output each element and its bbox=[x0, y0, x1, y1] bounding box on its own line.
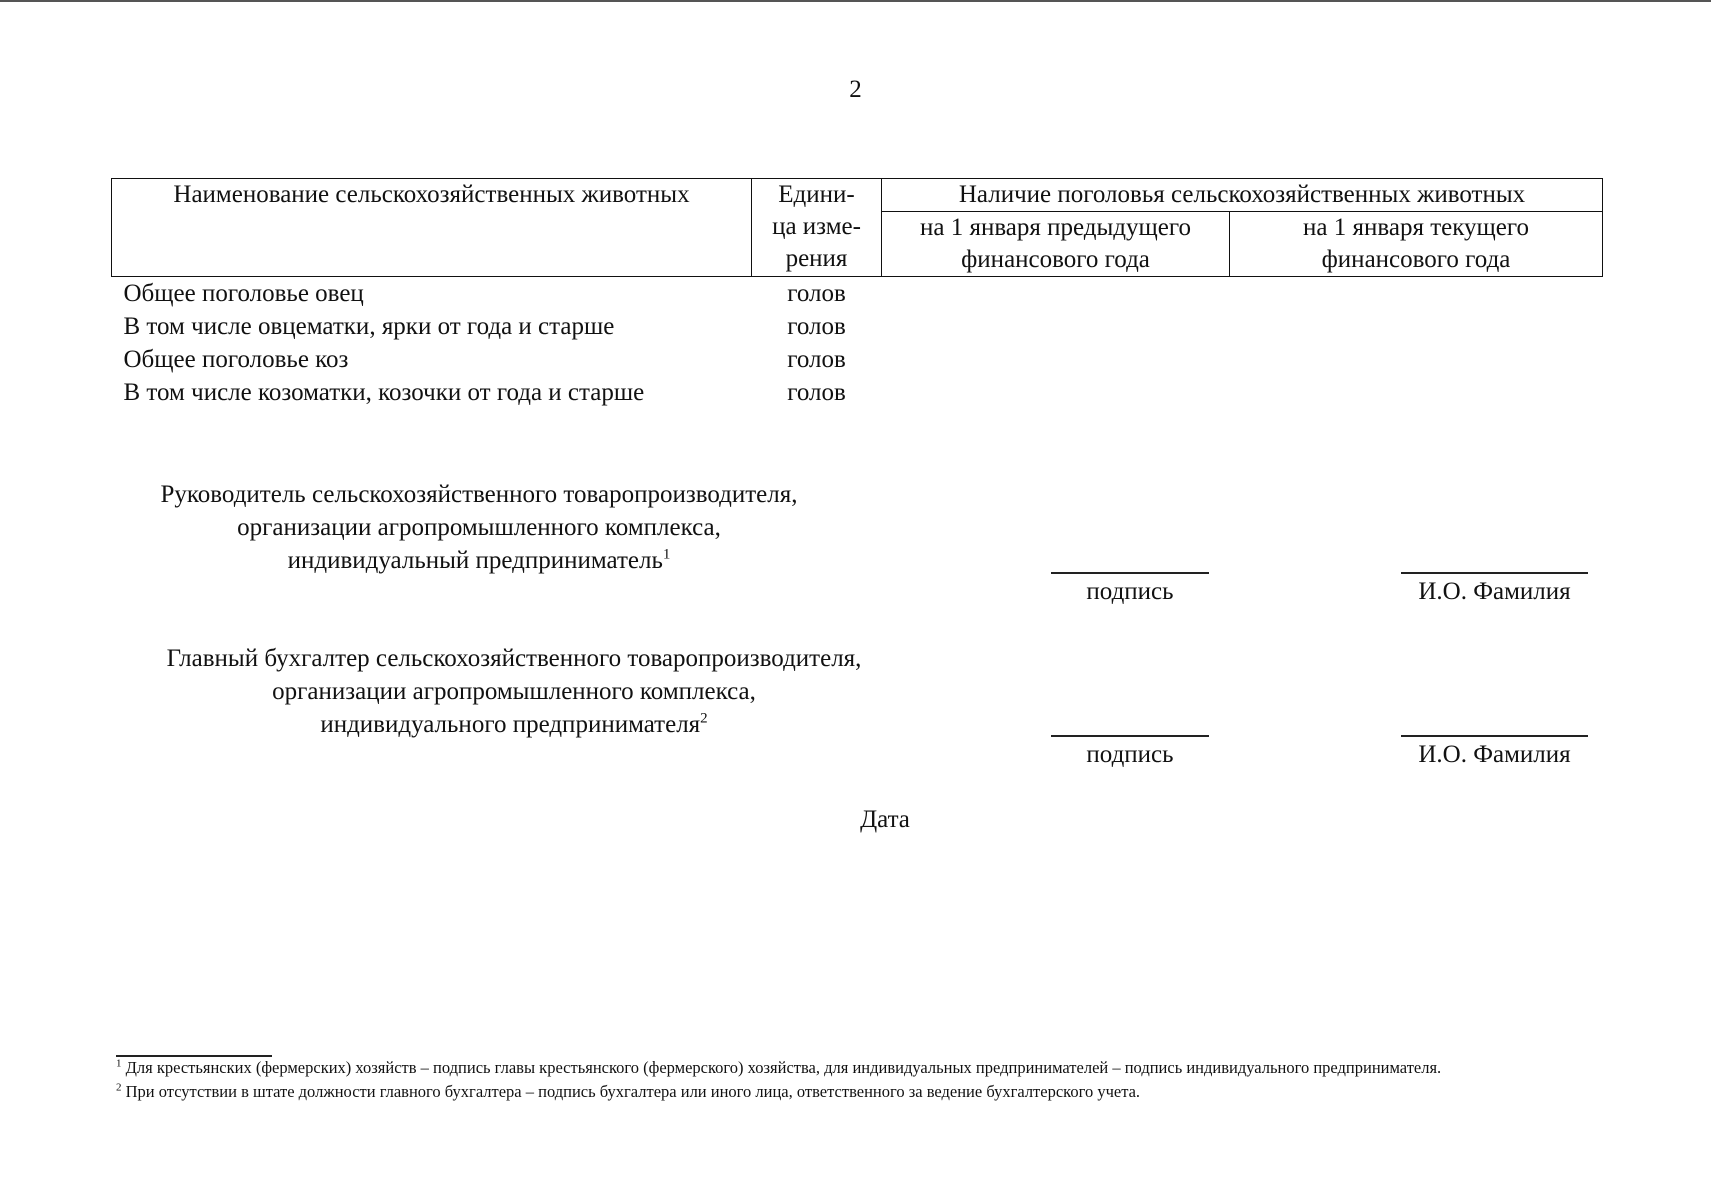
footnote-1: $^1$ Для крестьянских (фермерских) хозяйств – подпись главы крестьянского (фермерского) хозяйства, для индивидуальных предпринимателей – подпись индивидуального предпринимателя. bbox=[116, 1057, 1442, 1077]
footnote-mark: 2 bbox=[700, 710, 708, 727]
row-previous-value[interactable] bbox=[882, 343, 1230, 376]
table-row bbox=[112, 343, 1603, 376]
livestock-table bbox=[111, 178, 1603, 409]
row-current-value[interactable] bbox=[1230, 277, 1603, 311]
row-previous-value[interactable] bbox=[882, 310, 1230, 343]
row-current-value[interactable] bbox=[1230, 343, 1603, 376]
row-unit: голов bbox=[787, 280, 846, 307]
header-animal-name: Наименование сельскохозяйственных животных bbox=[112, 179, 752, 277]
row-current-value[interactable] bbox=[1230, 310, 1603, 343]
row-previous-value[interactable] bbox=[882, 277, 1230, 311]
footnotes bbox=[116, 1056, 1606, 1104]
row-unit: голов bbox=[787, 346, 846, 373]
date-label: Дата bbox=[860, 806, 910, 833]
row-unit: голов bbox=[787, 379, 846, 406]
footnote-mark: 1 bbox=[662, 546, 671, 563]
header-livestock-group: Наличие поголовья сельскохозяйственных животных bbox=[882, 179, 1603, 212]
header-unit: Едини- ца изме- рения bbox=[752, 179, 882, 277]
accountant-signature-caption: подпись bbox=[1086, 741, 1174, 768]
row-name: В том числе козоматки, козочки от года и старше bbox=[123, 379, 645, 406]
row-name: Общее поголовье овец bbox=[123, 280, 364, 307]
header-previous-year: на 1 января предыдущего финансового года bbox=[882, 212, 1230, 277]
accountant-signatory-title: Главный бухгалтер сельскохозяйственного товаропроизводителя, организации агропромышленного комплекса, индивидуального предпринимателя$^2$ bbox=[166, 645, 862, 738]
row-name: Общее поголовье коз bbox=[123, 346, 349, 373]
page-number: 2 bbox=[849, 76, 862, 103]
accountant-name-caption: И.О. Фамилия bbox=[1418, 741, 1571, 768]
accountant-signature-line[interactable] bbox=[1051, 735, 1209, 737]
table-row bbox=[112, 376, 1603, 409]
page-top-border bbox=[0, 0, 1711, 2]
row-previous-value[interactable] bbox=[882, 376, 1230, 409]
head-signature-caption: подпись bbox=[1086, 578, 1174, 605]
table-row bbox=[112, 310, 1603, 343]
accountant-name-line[interactable] bbox=[1401, 735, 1588, 737]
row-unit: голов bbox=[787, 313, 846, 340]
table-row bbox=[112, 277, 1603, 311]
row-name: В том числе овцематки, ярки от года и старше bbox=[123, 313, 615, 340]
head-name-caption: И.О. Фамилия bbox=[1418, 578, 1571, 605]
head-signature-line[interactable] bbox=[1051, 572, 1209, 574]
row-current-value[interactable] bbox=[1230, 376, 1603, 409]
footnote-2: $^2$ При отсутствии в штате должности главного бухгалтера – подпись бухгалтера или иного лица, ответственного за ведение бухгалтерского учета. bbox=[116, 1081, 1141, 1101]
head-signatory-title: Руководитель сельскохозяйственного товаропроизводителя, организации агропромышленного комплекса, индивидуальный предприниматель$^1$ bbox=[160, 481, 798, 574]
header-current-year: на 1 января текущего финансового года bbox=[1230, 212, 1603, 277]
head-name-line[interactable] bbox=[1401, 572, 1588, 574]
